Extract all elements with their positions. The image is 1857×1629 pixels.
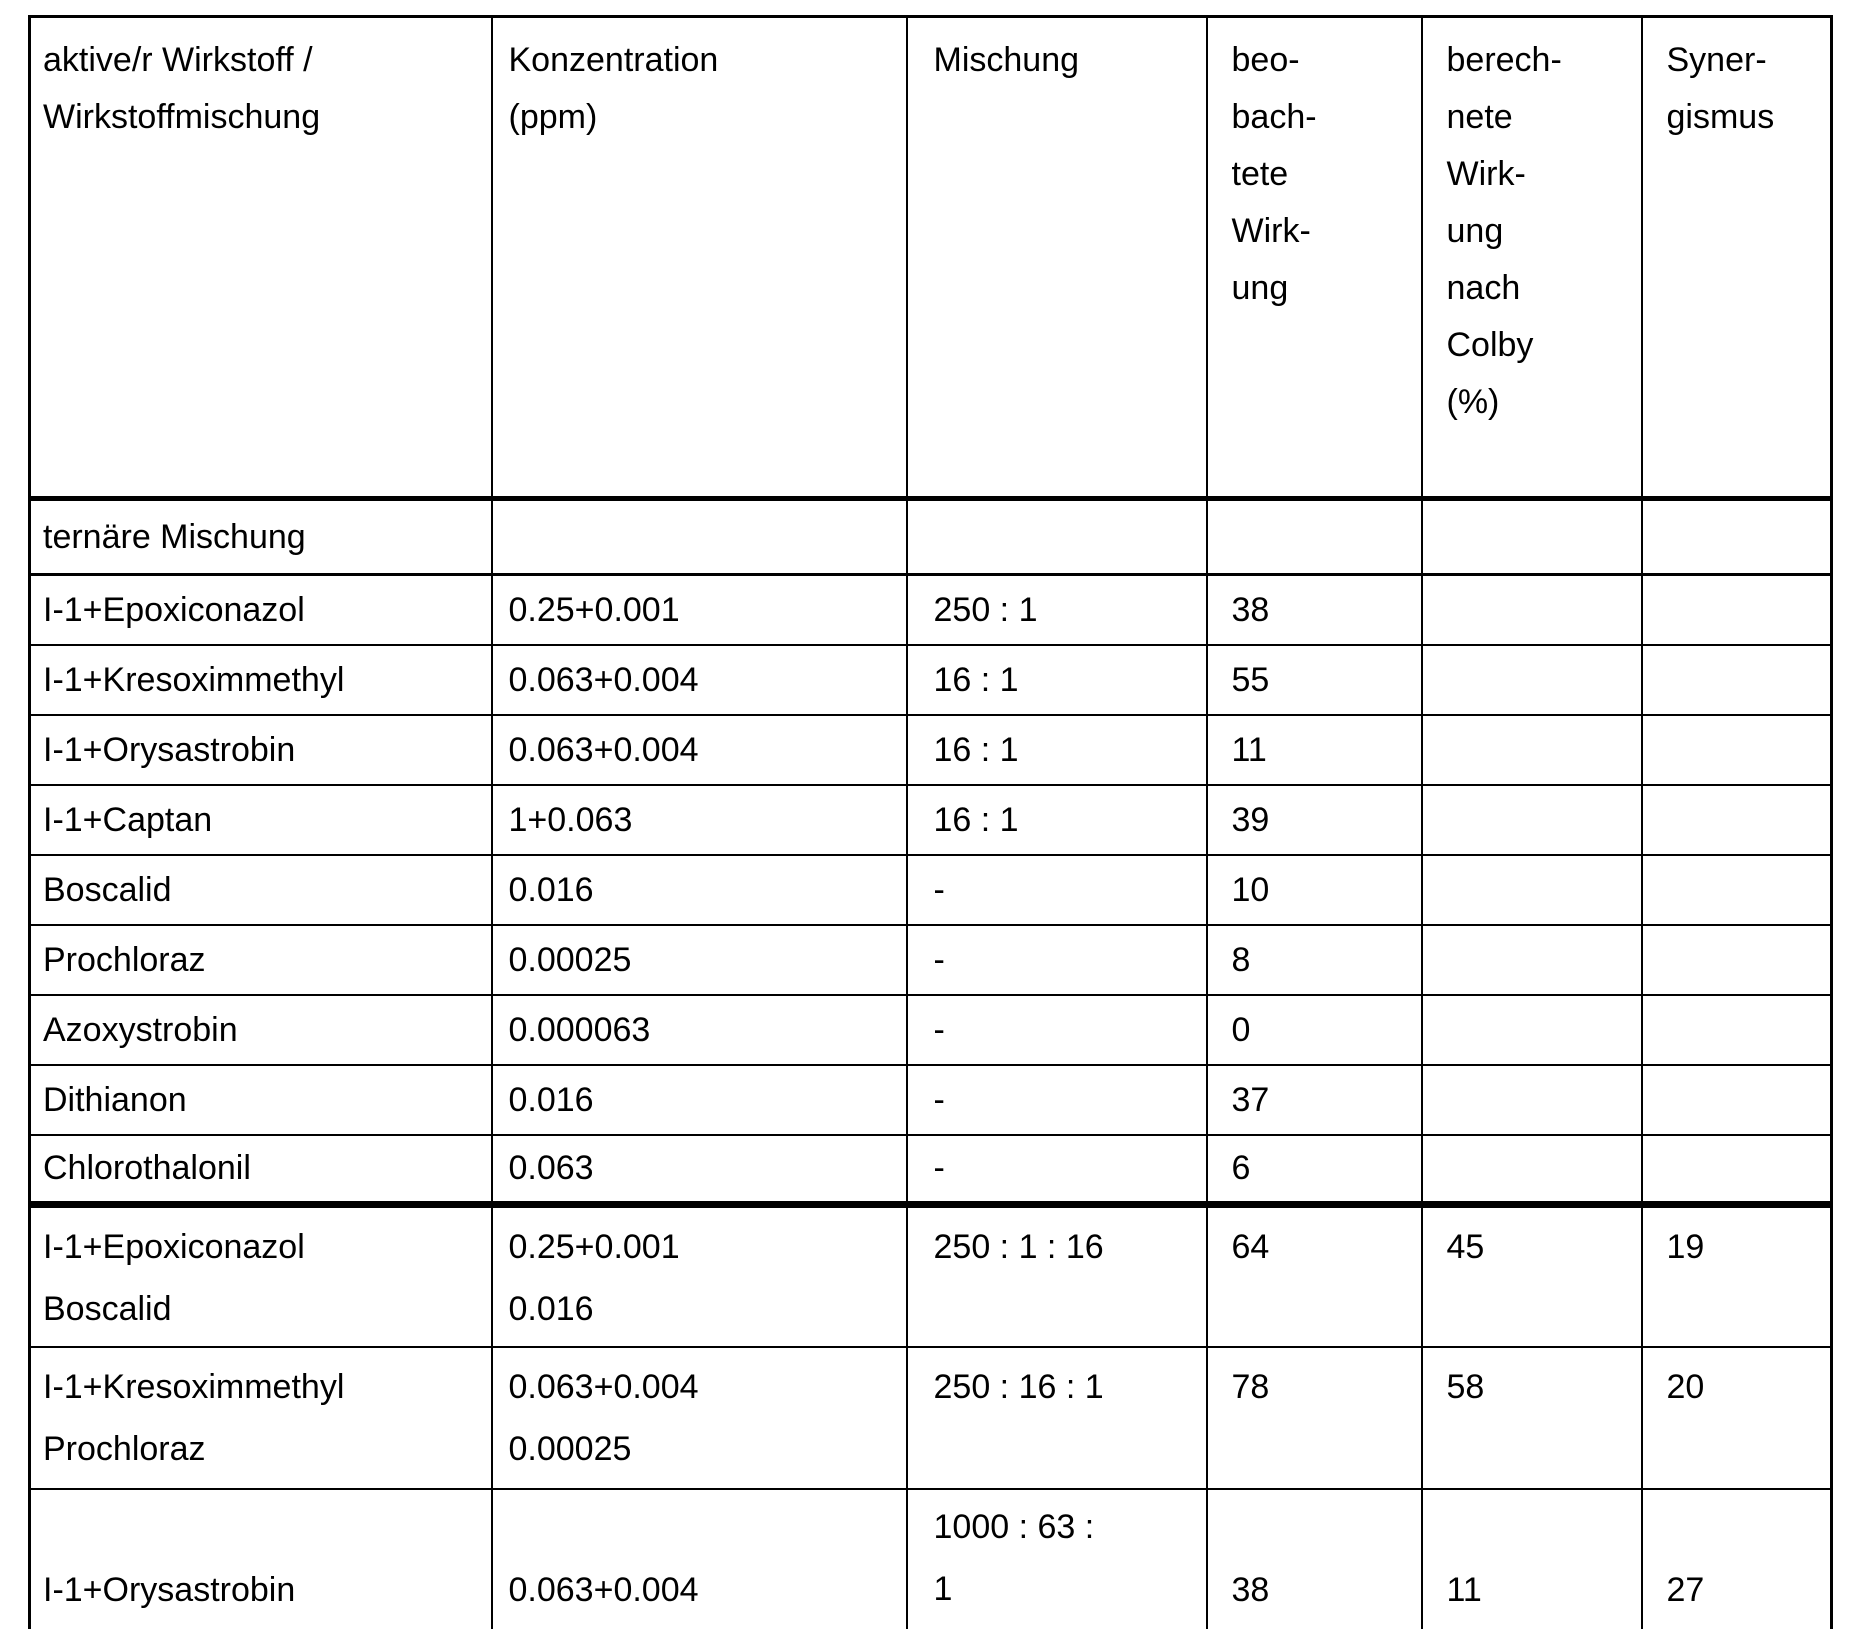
table-cell: 0 bbox=[1207, 995, 1422, 1065]
table-cell: Boscalid bbox=[30, 855, 492, 925]
header-cell-mixture: Mischung bbox=[907, 17, 1207, 499]
table-cell: 250 : 16 : 1 bbox=[907, 1347, 1207, 1489]
table-cell: I-1+Epoxiconazol Boscalid bbox=[30, 1205, 492, 1347]
table-cell bbox=[1422, 715, 1642, 785]
table-cell: 19 bbox=[1642, 1205, 1832, 1347]
table-row bbox=[30, 1347, 1832, 1489]
table-cell: I-1+Orysastrobin bbox=[30, 1489, 492, 1629]
table-row bbox=[30, 1205, 1832, 1347]
table-cell bbox=[1422, 575, 1642, 645]
table-cell: 27 bbox=[1642, 1489, 1832, 1629]
table-cell: 37 bbox=[1207, 1065, 1422, 1135]
table-cell bbox=[1642, 715, 1832, 785]
table-cell: ternäre Mischung bbox=[30, 499, 492, 575]
table-cell: 0.063 bbox=[492, 1135, 907, 1205]
table-cell: 11 bbox=[1422, 1489, 1642, 1629]
table-cell bbox=[1642, 575, 1832, 645]
table-cell: - bbox=[907, 855, 1207, 925]
table-cell: 64 bbox=[1207, 1205, 1422, 1347]
table-cell bbox=[1642, 1135, 1832, 1205]
results-table bbox=[28, 15, 1833, 1629]
table-cell bbox=[1207, 499, 1422, 575]
table-cell: I-1+Kresoximmethyl Prochloraz bbox=[30, 1347, 492, 1489]
table-row bbox=[30, 575, 1832, 645]
table-cell bbox=[1642, 499, 1832, 575]
table-cell: 1+0.063 bbox=[492, 785, 907, 855]
table-row bbox=[30, 855, 1832, 925]
header-cell-calculated-effect-colby: berech- nete Wirk- ung nach Colby (%) bbox=[1422, 17, 1642, 499]
table-cell: I-1+Captan bbox=[30, 785, 492, 855]
table-row bbox=[30, 925, 1832, 995]
table-cell bbox=[1422, 855, 1642, 925]
table-cell: 0.016 bbox=[492, 855, 907, 925]
table-header bbox=[30, 17, 1832, 499]
table-cell: 38 bbox=[1207, 575, 1422, 645]
table-row bbox=[30, 1489, 1832, 1629]
table-cell bbox=[1642, 645, 1832, 715]
table-cell bbox=[1642, 785, 1832, 855]
table-row bbox=[30, 715, 1832, 785]
table-cell: 55 bbox=[1207, 645, 1422, 715]
table-row bbox=[30, 1135, 1832, 1205]
table-row bbox=[30, 785, 1832, 855]
table-cell: Azoxystrobin bbox=[30, 995, 492, 1065]
table-cell: I-1+Orysastrobin bbox=[30, 715, 492, 785]
table-cell bbox=[1422, 925, 1642, 995]
table-cell: 0.016 bbox=[492, 1065, 907, 1135]
table-cell: 16 : 1 bbox=[907, 715, 1207, 785]
table-cell: - bbox=[907, 1135, 1207, 1205]
header-row bbox=[30, 17, 1832, 499]
table-cell: 39 bbox=[1207, 785, 1422, 855]
table-cell: 10 bbox=[1207, 855, 1422, 925]
table-cell: 16 : 1 bbox=[907, 645, 1207, 715]
table-cell: 0.25+0.001 bbox=[492, 575, 907, 645]
table-cell bbox=[1422, 995, 1642, 1065]
table-cell: 0.063+0.004 bbox=[492, 715, 907, 785]
table-row bbox=[30, 645, 1832, 715]
table-cell: 0.25+0.001 0.016 bbox=[492, 1205, 907, 1347]
table-cell: 0.063+0.004 0.00025 bbox=[492, 1347, 907, 1489]
table-cell: 250 : 1 bbox=[907, 575, 1207, 645]
table-row bbox=[30, 1065, 1832, 1135]
table-cell bbox=[1642, 1065, 1832, 1135]
table-cell bbox=[1422, 645, 1642, 715]
table-cell bbox=[1422, 1065, 1642, 1135]
table-cell: 250 : 1 : 16 bbox=[907, 1205, 1207, 1347]
table-cell bbox=[907, 499, 1207, 575]
table-cell bbox=[1642, 925, 1832, 995]
table-row bbox=[30, 499, 1832, 575]
table-cell: I-1+Kresoximmethyl bbox=[30, 645, 492, 715]
table-body bbox=[30, 499, 1832, 1629]
table-cell: 0.00025 bbox=[492, 925, 907, 995]
table-cell: 11 bbox=[1207, 715, 1422, 785]
header-cell-concentration: Konzentration (ppm) bbox=[492, 17, 907, 499]
table-cell bbox=[1422, 499, 1642, 575]
table-cell bbox=[1422, 1135, 1642, 1205]
table-cell: 1000 : 63 : 1 bbox=[907, 1489, 1207, 1629]
table-cell: 0.063+0.004 bbox=[492, 645, 907, 715]
table-cell: Chlorothalonil bbox=[30, 1135, 492, 1205]
table-cell: Prochloraz bbox=[30, 925, 492, 995]
table-cell: 8 bbox=[1207, 925, 1422, 995]
header-cell-observed-effect: beo- bach- tete Wirk- ung bbox=[1207, 17, 1422, 499]
table-row bbox=[30, 995, 1832, 1065]
table-cell: - bbox=[907, 1065, 1207, 1135]
table-cell bbox=[1642, 855, 1832, 925]
table-cell: 78 bbox=[1207, 1347, 1422, 1489]
table-cell: - bbox=[907, 995, 1207, 1065]
table-cell bbox=[1642, 995, 1832, 1065]
table-cell: I-1+Epoxiconazol bbox=[30, 575, 492, 645]
table-cell: 16 : 1 bbox=[907, 785, 1207, 855]
table-cell: 45 bbox=[1422, 1205, 1642, 1347]
table-cell: 0.063+0.004 bbox=[492, 1489, 907, 1629]
table-cell: Dithianon bbox=[30, 1065, 492, 1135]
table-cell: 38 bbox=[1207, 1489, 1422, 1629]
table-cell: 20 bbox=[1642, 1347, 1832, 1489]
table-cell bbox=[492, 499, 907, 575]
table-cell: 6 bbox=[1207, 1135, 1422, 1205]
header-cell-substance: aktive/r Wirkstoff / Wirkstoffmischung bbox=[30, 17, 492, 499]
table-cell: 0.000063 bbox=[492, 995, 907, 1065]
table-cell: 58 bbox=[1422, 1347, 1642, 1489]
table-cell bbox=[1422, 785, 1642, 855]
table-cell: - bbox=[907, 925, 1207, 995]
header-cell-synergism: Syner- gismus bbox=[1642, 17, 1832, 499]
